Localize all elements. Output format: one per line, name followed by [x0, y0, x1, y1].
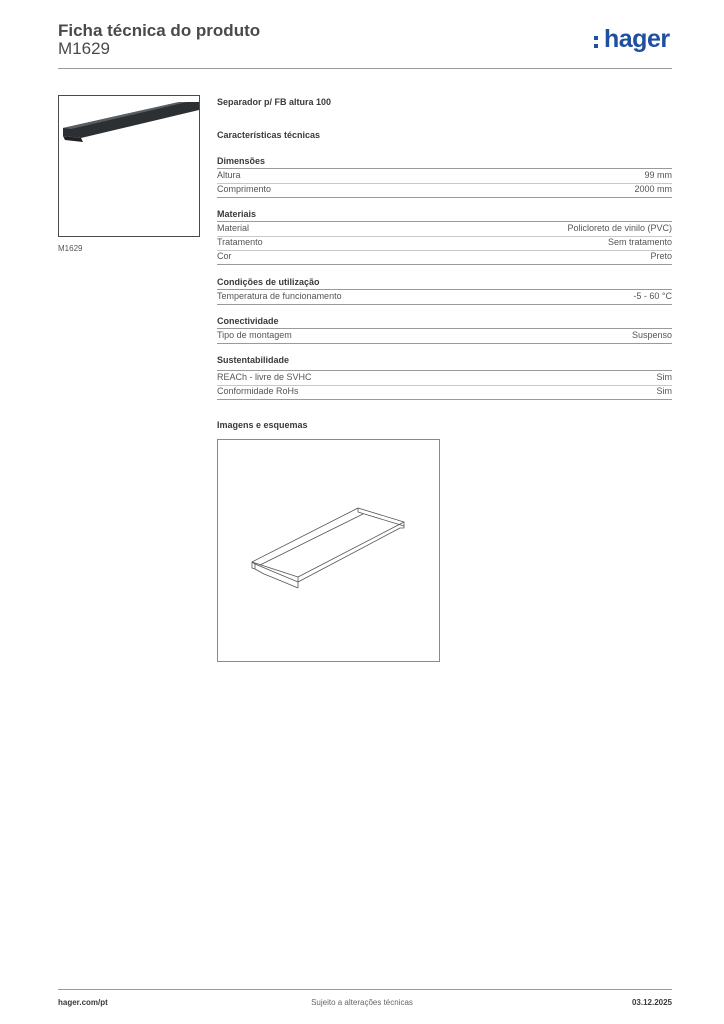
spec-label: Tratamento: [217, 237, 263, 247]
spec-value: Sem tratamento: [607, 237, 672, 247]
spec-label: Material: [217, 223, 250, 233]
technical-characteristics-title: Características técnicas: [217, 130, 321, 140]
footer-notice: Sujeito a alterações técnicas: [311, 998, 413, 1007]
product-image: [58, 95, 200, 237]
logo-text: hager: [604, 25, 670, 53]
section-divider: [217, 399, 672, 400]
header-divider: [58, 68, 672, 69]
page-title: Ficha técnica do produto: [58, 21, 261, 40]
images-title: Imagens e esquemas: [217, 420, 308, 430]
logo-dot-bottom: [594, 44, 598, 48]
spec-label: Temperatura de funcionamento: [217, 291, 342, 301]
spec-row: [217, 250, 672, 264]
spec-label: Conformidade RoHs: [217, 386, 299, 396]
section-title-sustainability: Sustentabilidade: [217, 355, 290, 365]
section-divider: [217, 304, 672, 305]
separator-drawing-icon: [218, 440, 439, 661]
product-caption: M1629: [58, 244, 83, 253]
section-title-connectivity: Conectividade: [217, 316, 279, 326]
spec-row: [217, 385, 672, 399]
product-code: M1629: [58, 39, 110, 58]
spec-row: [217, 236, 672, 250]
spec-value: Sim: [656, 372, 672, 382]
spec-row: [217, 329, 672, 343]
spec-row: [217, 222, 672, 236]
spec-value: Suspenso: [631, 330, 672, 340]
technical-drawing: [217, 439, 440, 662]
spec-label: Tipo de montagem: [217, 330, 292, 340]
spec-value: 2000 mm: [634, 184, 672, 194]
spec-label: REACh - livre de SVHC: [217, 372, 312, 382]
footer-divider: [58, 989, 672, 990]
spec-value: 99 mm: [644, 170, 672, 180]
spec-label: Altura: [217, 170, 241, 180]
spec-row: [217, 371, 672, 385]
section-title-operating-conditions: Condições de utilização: [217, 277, 320, 287]
footer-date: 03.12.2025: [631, 998, 672, 1007]
section-divider: [217, 264, 672, 265]
logo-dot-top: [594, 36, 598, 40]
spec-label: Cor: [217, 251, 232, 261]
section-title-materials: Materiais: [217, 209, 257, 219]
spec-value: Preto: [650, 251, 672, 261]
hager-logo: [594, 25, 674, 54]
footer-website-link[interactable]: hager.com/pt: [58, 998, 108, 1007]
spec-label: Comprimento: [217, 184, 272, 194]
product-name: Separador p/ FB altura 100: [217, 97, 332, 107]
spec-value: Policloreto de vinilo (PVC): [567, 223, 672, 233]
spec-value: Sim: [656, 386, 672, 396]
spec-row: [217, 169, 672, 183]
spec-row: [217, 183, 672, 197]
section-divider: [217, 343, 672, 344]
product-photo-icon: [59, 96, 199, 236]
spec-value: -5 - 60 °C: [633, 291, 672, 301]
spec-row: [217, 290, 672, 304]
section-title-dimensions: Dimensões: [217, 156, 266, 166]
section-divider: [217, 197, 672, 198]
